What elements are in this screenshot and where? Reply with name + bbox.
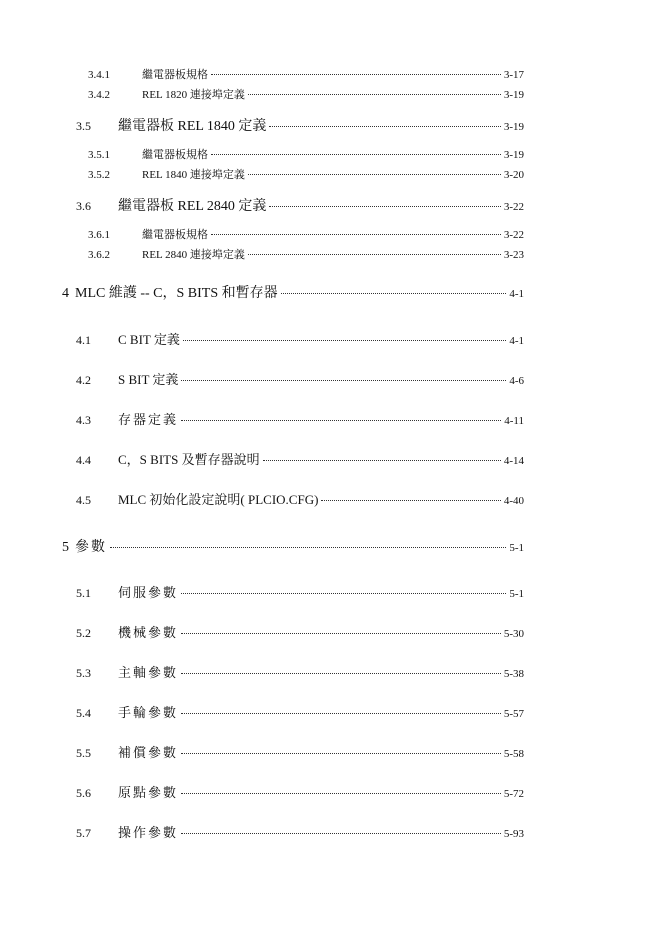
dot-leader <box>248 174 501 175</box>
toc-entry <box>76 195 524 215</box>
toc-entry-number: 3.4.2 <box>88 89 110 101</box>
toc-entry <box>76 782 524 801</box>
toc-entry-page: 4-14 <box>503 455 524 467</box>
dot-leader <box>269 126 500 127</box>
dot-leader <box>181 713 501 714</box>
toc-entry-page: 3-19 <box>503 149 524 161</box>
toc-entry <box>88 226 524 242</box>
toc-entry-title: S BIT 定義 <box>118 372 179 387</box>
toc-entry-number: 5.7 <box>76 826 91 840</box>
dot-leader <box>211 234 501 235</box>
toc-entry-page: 3-17 <box>503 69 524 81</box>
toc-entry-number: 3.6 <box>76 199 91 213</box>
toc-entry-title: 繼電器板 REL 1840 定義 <box>118 119 267 134</box>
toc-entry <box>88 166 524 182</box>
toc-entry <box>88 246 524 262</box>
toc-entry-title: 繼電器板規格 <box>142 229 208 241</box>
toc-entry <box>76 822 524 841</box>
toc-entry <box>76 622 524 641</box>
toc-entry-title: MLC 初始化設定說明( PLCIO.CFG) <box>118 492 319 507</box>
toc-entry-title: REL 2840 連接埠定義 <box>142 249 245 261</box>
toc-entry-page: 5-93 <box>503 828 524 840</box>
toc-entry <box>88 146 524 162</box>
toc-entry <box>76 369 524 388</box>
toc-entry-number: 3.5.1 <box>88 149 110 161</box>
toc-entry-number: 5.2 <box>76 626 91 640</box>
dot-leader <box>181 593 506 594</box>
toc-entry-number: 3.6.1 <box>88 229 110 241</box>
toc-entry-page: 5-30 <box>503 628 524 640</box>
toc-entry-page: 3-23 <box>503 249 524 261</box>
toc-entry-page: 4-11 <box>504 415 524 427</box>
toc-entry-page: 5-57 <box>503 708 524 720</box>
toc-entry-title: C BIT 定義 <box>118 332 180 347</box>
toc-entry-number: 4.4 <box>76 453 91 467</box>
toc-entry-title: 補償參數 <box>118 745 179 760</box>
toc-entry-title: 機械參數 <box>118 625 179 640</box>
toc-entry-number: 4.3 <box>76 413 91 427</box>
toc-entry-page: 4-40 <box>503 495 524 507</box>
dot-leader <box>110 547 506 548</box>
toc-entry-page: 3-19 <box>503 89 524 101</box>
dot-leader <box>281 293 507 294</box>
toc-entry-page: 3-22 <box>503 201 524 213</box>
toc-entry-number: 3.4.1 <box>88 69 110 81</box>
toc-entry <box>76 662 524 681</box>
toc-chapter <box>62 282 524 302</box>
dot-leader <box>181 753 501 754</box>
toc-entry-title: 存器定義 <box>118 412 179 427</box>
dot-leader <box>248 254 501 255</box>
toc-entry-title: REL 1820 連接埠定義 <box>142 89 245 101</box>
toc-entry-number: 5 <box>62 540 69 555</box>
toc-entry <box>76 115 524 135</box>
dot-leader <box>211 74 501 75</box>
toc-entry-number: 4 <box>62 286 69 301</box>
toc-entry-number: 3.5 <box>76 119 91 133</box>
dot-leader <box>181 673 501 674</box>
toc-entry-title: REL 1840 連接埠定義 <box>142 169 245 181</box>
toc-entry-number: 4.2 <box>76 373 91 387</box>
toc-entry-title: MLC 維護 -- C，S BITS 和暫存器 <box>75 286 278 301</box>
toc-entry-number: 5.5 <box>76 746 91 760</box>
dot-leader <box>181 420 501 421</box>
toc-entry-number: 3.6.2 <box>88 249 110 261</box>
toc-entry-title: 繼電器板 REL 2840 定義 <box>118 199 267 214</box>
toc-entry <box>76 742 524 761</box>
toc-entry <box>76 702 524 721</box>
toc-entry-title: 手輪參數 <box>118 705 179 720</box>
toc-entry-title: 參數 <box>75 540 107 555</box>
dot-leader <box>269 206 500 207</box>
toc-entry-page: 4-6 <box>509 375 524 387</box>
dot-leader <box>181 380 506 381</box>
toc-entry-page: 3-22 <box>503 229 524 241</box>
dot-leader <box>181 633 501 634</box>
toc-entry-number: 3.5.2 <box>88 169 110 181</box>
toc-entry-page: 5-1 <box>509 542 524 554</box>
toc-entry-number: 4.1 <box>76 333 91 347</box>
toc-entry-title: 繼電器板規格 <box>142 69 208 81</box>
toc-entry-title: 繼電器板規格 <box>142 149 208 161</box>
toc-entry-page: 5-1 <box>509 588 524 600</box>
toc-entry-number: 4.5 <box>76 493 91 507</box>
toc-chapter <box>62 536 524 556</box>
dot-leader <box>248 94 501 95</box>
toc-entry <box>76 329 524 348</box>
dot-leader <box>263 460 501 461</box>
toc-entry-title: C，S BITS 及暫存器說明 <box>118 452 260 467</box>
toc-entry-page: 4-1 <box>509 335 524 347</box>
toc-entry-number: 5.3 <box>76 666 91 680</box>
toc-entry-title: 主軸參數 <box>118 665 179 680</box>
toc-entry-page: 5-72 <box>503 788 524 800</box>
dot-leader <box>183 340 506 341</box>
dot-leader <box>321 500 500 501</box>
toc-entry <box>76 449 524 468</box>
toc-entry <box>76 489 524 508</box>
toc-entry <box>88 86 524 102</box>
dot-leader <box>181 833 501 834</box>
toc-entry <box>76 582 524 601</box>
dot-leader <box>181 793 501 794</box>
toc-entry-title: 伺服參數 <box>118 585 179 600</box>
toc-entry-number: 5.1 <box>76 586 91 600</box>
toc-entry-page: 5-58 <box>503 748 524 760</box>
toc-entry-page: 5-38 <box>503 668 524 680</box>
toc-entry-number: 5.6 <box>76 786 91 800</box>
toc-entry-page: 3-19 <box>503 121 524 133</box>
toc-entry <box>88 66 524 82</box>
toc-entry-page: 3-20 <box>503 169 524 181</box>
toc-entry-title: 原點參數 <box>118 785 179 800</box>
toc-entry <box>76 409 524 428</box>
toc-entry-title: 操作參數 <box>118 825 179 840</box>
toc-entry-page: 4-1 <box>509 288 524 300</box>
dot-leader <box>211 154 501 155</box>
toc-entry-number: 5.4 <box>76 706 91 720</box>
